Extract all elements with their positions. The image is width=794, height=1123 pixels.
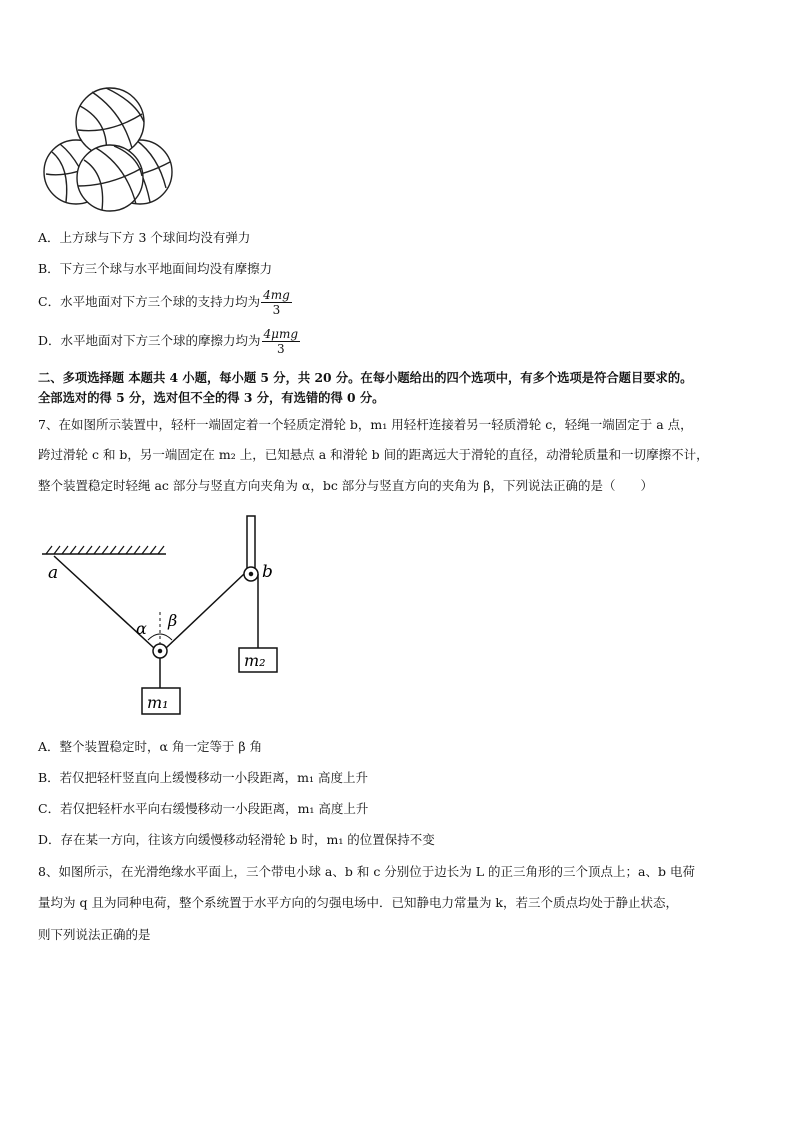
q8-stem-line3: 则下列说法正确的是 <box>38 927 151 942</box>
q6-option-d-numerator: 4μmg <box>263 327 299 341</box>
q6-option-c-denominator: 3 <box>272 303 281 317</box>
q7-stem-line3: 整个装置稳定时轻绳 ac 部分与竖直方向夹角为 α，bc 部分与竖直方向的夹角为 β，下列说法正确的是（ ） <box>38 478 653 493</box>
label-beta: β <box>168 611 178 630</box>
label-m2: m₂ <box>244 651 266 670</box>
q6-option-c-text: C．水平地面对下方三个球的支持力均为 <box>38 294 261 309</box>
q7-option-d: D．存在某一方向，往该方向缓慢移动轻滑轮 b 时，m₁ 的位置保持不变 <box>38 832 435 847</box>
q7-stem-line1: 7、在如图所示装置中，轻杆一端固定着一个轻质定滑轮 b，m₁ 用轻杆连接着另一轻质滑轮 c，轻绳一端固定于 a 点， <box>38 417 693 432</box>
section2-line1: 二、多项选择题 本题共 4 小题，每小题 5 分，共 20 分。在每小题给出的四个选项中，有多个选项是符合题目要求的。 <box>38 370 693 385</box>
q6-option-b: B．下方三个球与水平地面间均没有摩擦力 <box>38 261 273 276</box>
label-a: a <box>48 563 59 583</box>
volleyballs-figure <box>40 82 180 217</box>
q6-option-c-fraction <box>261 288 292 317</box>
label-m1: m₁ <box>147 693 169 712</box>
q6-option-d <box>38 327 300 356</box>
q7-option-b: B．若仅把轻杆竖直向上缓慢移动一小段距离，m₁ 高度上升 <box>38 770 369 785</box>
q8-stem-line2: 量均为 q 且为同种电荷，整个系统置于水平方向的匀强电场中．已知静电力常量为 k，若三个质点均处于静止状态， <box>38 895 678 910</box>
q6-option-c-numerator: 4mg <box>263 288 290 302</box>
q7-option-a: A．整个装置稳定时，α 角一定等于 β 角 <box>38 739 263 754</box>
label-b: b <box>262 562 273 582</box>
pulley-diagram <box>36 512 296 722</box>
q7-stem-line2: 跨过滑轮 c 和 b，另一端固定在 m₂ 上，已知悬点 a 和滑轮 b 间的距离远大于滑轮的直径，动滑轮质量和一切摩擦不计， <box>38 447 709 462</box>
section2-line2: 全部选对的得 5 分，选对但不全的得 3 分，有选错的得 0 分。 <box>38 390 385 405</box>
q6-option-d-text: D．水平地面对下方三个球的摩擦力均为 <box>38 333 261 348</box>
q6-option-d-denominator: 3 <box>276 342 285 356</box>
q6-option-c <box>38 288 292 317</box>
q7-option-c: C．若仅把轻杆水平向右缓慢移动一小段距离，m₁ 高度上升 <box>38 801 369 816</box>
label-alpha: α <box>136 619 147 638</box>
q8-stem-line1: 8、如图所示，在光滑绝缘水平面上，三个带电小球 a、b 和 c 分别位于边长为 L 的正三角形的三个顶点上；a、b 电荷 <box>38 864 695 879</box>
q6-option-d-fraction <box>262 327 301 356</box>
q6-option-a: A．上方球与下方 3 个球间均没有弹力 <box>38 230 251 245</box>
